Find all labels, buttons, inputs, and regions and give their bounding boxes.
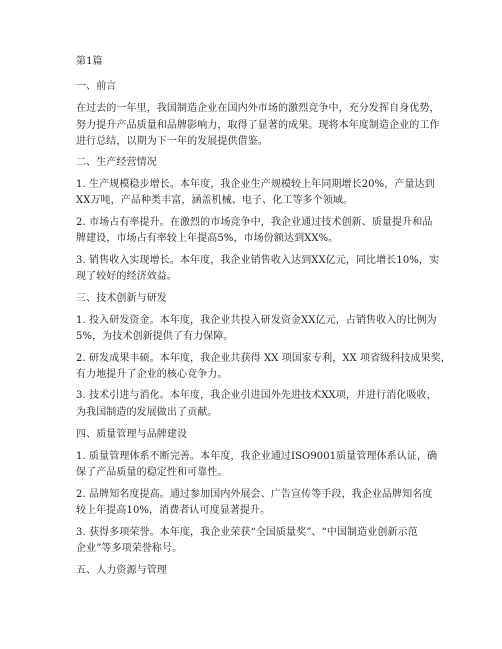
paragraph-line: 在过去的一年里，我国制造企业在国内外市场的激烈竞争中，充分发挥自身优势， [76, 103, 440, 114]
paragraph-line: 1. 生产规模稳步增长。本年度，我企业生产规模较上年同期增长20%，产量达到 [76, 179, 435, 190]
paragraph-line: 2. 品牌知名度提高。通过参加国内外展会、广告宣传等手段，我企业品牌知名度 [76, 489, 433, 500]
paragraph-line: 5%，为技术创新提供了有力保障。 [76, 331, 234, 342]
paragraph-line: 为我国制造的发展做出了贡献。 [76, 407, 218, 418]
paragraph-line: 1. 投入研发资金。本年度，我企业共投入研发资金XX亿元，占销售收入的比例为 [76, 315, 437, 326]
paragraph-line: 2. 研发成果丰硕。本年度，我企业共获得 XX 项国家专利，XX 项省级科技成果奖， [76, 353, 451, 364]
section-heading-hr: 五、人力资源与管理 [76, 565, 167, 576]
paragraph-line: 现了较好的经济效益。 [76, 271, 177, 282]
paragraph-line: 较上年提高10%，消费者认可度显著提升。 [76, 505, 271, 516]
section-heading-preface: 一、前言 [76, 81, 117, 92]
paragraph-line: 牌建设，市场占有率较上年提高5%，市场份额达到XX%。 [76, 233, 339, 244]
paragraph-line: 努力提升产品质量和品牌影响力，取得了显著的成果。现将本年度制造企业的工作 [76, 120, 440, 131]
paragraph-line: 保了产品质量的稳定性和可靠性。 [76, 467, 228, 478]
section-heading-production: 二、生产经营情况 [76, 157, 157, 168]
paragraph-line: 3. 销售收入实现增长。本年度，我企业销售收入达到XX亿元，同比增长10%，实 [76, 255, 440, 266]
chapter-label: 第1篇 [76, 56, 103, 67]
paragraph-line: 进行总结，以期为下一年的发展提供借鉴。 [76, 136, 268, 147]
section-heading-quality: 四、质量管理与品牌建设 [76, 429, 188, 440]
section-heading-innovation: 三、技术创新与研发 [76, 293, 167, 304]
paragraph-line: 3. 获得多项荣誉。本年度，我企业荣获“全国质量奖”、“中国制造业创新示范 [76, 527, 418, 538]
paragraph-line: 有力地提升了企业的核心竞争力。 [76, 369, 228, 380]
paragraph-line: XX万吨，产品种类丰富，涵盖机械、电子、化工等多个领域。 [76, 195, 354, 206]
paragraph-line: 1. 质量管理体系不断完善。本年度，我企业通过ISO9001质量管理体系认证，确 [76, 451, 438, 462]
paragraph-line: 企业”等多项荣誉称号。 [76, 543, 183, 554]
paragraph-line: 2. 市场占有率提升。在激烈的市场竞争中，我企业通过技术创新、质量提升和品 [76, 217, 433, 228]
paragraph-line: 3. 技术引进与消化。本年度，我企业引进国外先进技术XX项，并进行消化吸收， [76, 390, 437, 401]
